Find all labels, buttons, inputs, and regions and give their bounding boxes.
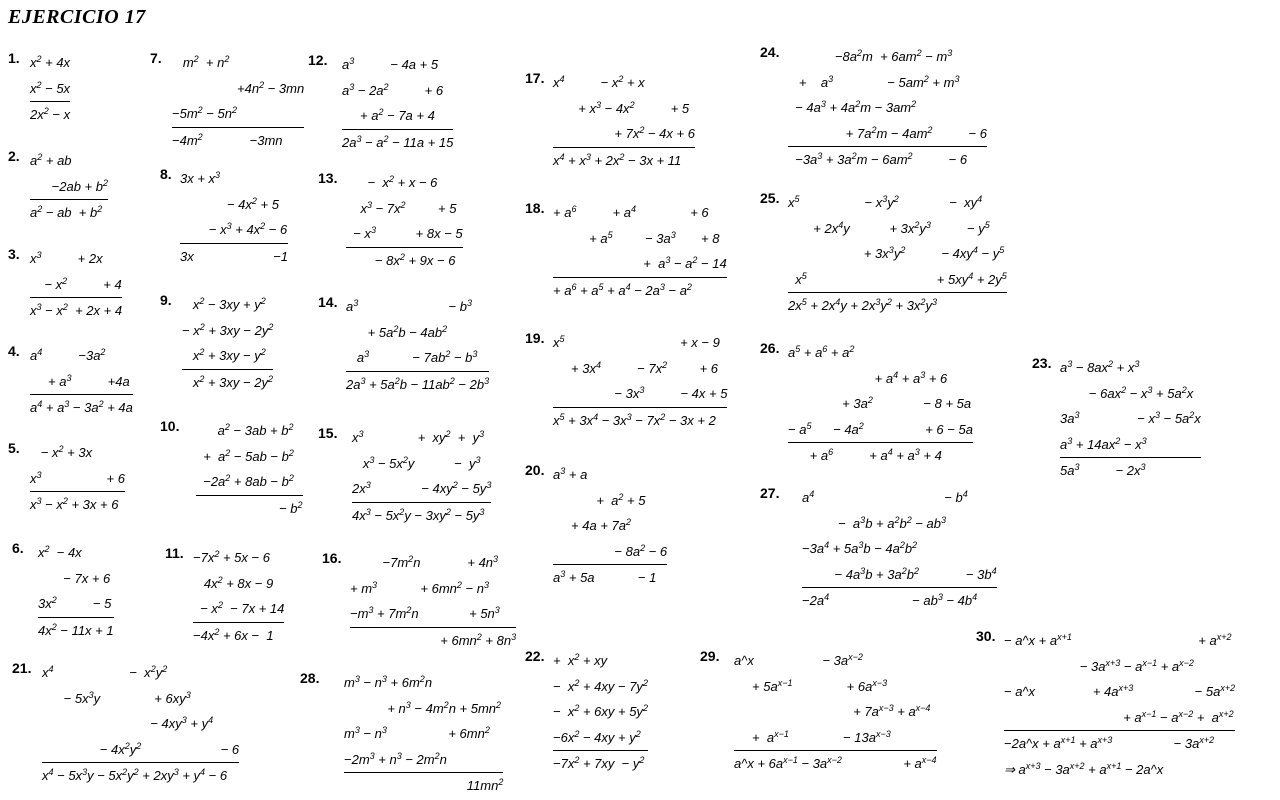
term-line: $-7x^2 + 5x - 6$ — [193, 549, 270, 565]
term-line: $a^4$ $-3a^2$ — [30, 347, 106, 363]
term-line: $+4n^2 - 3mn$ — [172, 79, 305, 96]
exercise-number: 24. — [760, 44, 780, 60]
exercise-number: 4. — [8, 343, 20, 359]
term-line: − $6ax^2 - x^3 + 5a^2x$ — [1060, 384, 1194, 401]
term-line: − $a^3b + a^2b^2 - ab^3$ — [802, 514, 947, 531]
result-line: $-4x^2 + 6x - 1$ — [193, 622, 284, 649]
result-line: −2a^x + $a^{x+1} + a^{x+3}$ − $3a^{x+2}$ — [1004, 730, 1235, 757]
exercise-number: 29. — [700, 648, 720, 664]
result-line: + $a^6$ + $a^4 + a^3 + 4$ — [788, 442, 973, 469]
term-line: − $4xy^3 + y^4$ — [42, 715, 214, 731]
term-line: − $5x^3y$ + $6xy^3$ — [42, 689, 191, 706]
term-line: + $a^3 - a^2 - 14$ — [553, 255, 727, 271]
term-line: − $x^2 + x - 6$ — [346, 174, 438, 190]
term-line: + $2x^4y$ + $3x^2y^3$ − $y^5$ — [788, 219, 990, 236]
term-line: $x^5$ + x − 9 — [553, 334, 720, 350]
result-line: + $6mn^2 + 8n^3$ — [350, 627, 516, 654]
term-line: + $7a^{x-3} + a^{x-4}$ — [734, 703, 931, 719]
term-line: − $x^2 + 3x$ — [30, 444, 93, 460]
term-line: − $x^2 + 6xy + 5y^2$ — [553, 703, 648, 719]
exercise-number: 10. — [160, 418, 180, 434]
term-line: + $a^{x-1}$ − $13a^{x-3}$ — [734, 728, 891, 745]
page-title: EJERCICIO 17 — [8, 6, 146, 28]
term-line: + $4a + 7a^2$ — [553, 517, 632, 533]
exercise-number: 28. — [300, 670, 320, 686]
term-line: − $x^2 - 7x + 14$ — [193, 600, 285, 616]
term-line: $-3a^4 + 5a^3b - 4a^2b^2$ — [802, 540, 918, 556]
exercise-number: 19. — [525, 330, 545, 346]
term-line: − $x^3 + 4x^2 - 6$ — [180, 221, 288, 237]
result-line: + $a^6 + a^5 + a^4 - 2a^3 - a^2$ — [553, 277, 727, 304]
term-line: + $5a^2b - 4ab^2$ — [346, 323, 448, 340]
result-line: $-3a^3 + 3a^2m - 6am^2$ − 6 — [788, 146, 987, 173]
result-line: $x^4 - 5x^3y - 5x^2y^2 + 2xy^3 + y^4 - 6$ — [42, 762, 239, 789]
term-line: $a^3$ − $b^3$ — [346, 298, 472, 314]
term-line: $a^2$ + ab — [30, 152, 72, 168]
term-line: $a^3 + a$ — [553, 466, 588, 482]
term-line: − $4x^2y^2$ − 6 — [42, 740, 240, 757]
term-line: + $5a^{x-1}$ + $6a^{x-3}$ — [734, 677, 888, 694]
term-line: $x^2 + 4x$ — [30, 54, 71, 70]
term-line: + $a^3$ − $5am^2 + m^3$ — [788, 73, 960, 90]
term-line: $-m^3 + 7m^2n$ + $5n^3$ — [350, 605, 500, 621]
result-line: $a^3 + 5a$ − 1 — [553, 564, 667, 591]
exercise-number: 12. — [308, 52, 328, 68]
term-line: + $3x^3y^2$ − $4xy^4 - y^5$ — [788, 245, 1005, 261]
term-line: + $a^5$ − $3a^3$ + 8 — [553, 229, 720, 246]
term-line: $x^5$ + $5xy^4 + 2y^5$ — [788, 270, 1007, 287]
result-line: − $b^2$ — [196, 495, 303, 522]
exercise-number: 9. — [160, 292, 172, 308]
result-line: $x^4 + x^3 + 2x^2 - 3x + 11$ — [553, 147, 695, 174]
term-line: − $x^3$ + 8x − 5 — [346, 225, 463, 241]
term-line: $-7m^2n$ + $4n^3$ — [350, 554, 499, 570]
term-line: $-5m^2 - 5n^2$ — [172, 105, 237, 121]
term-line: $x^3$ + $xy^2 + y^3$ — [352, 429, 485, 445]
exercise-number: 21. — [12, 660, 32, 676]
term-line: $a^3$ − 4a + 5 — [342, 56, 439, 72]
term-line: $x^5$ − $x^3y^2$ − $xy^4$ — [788, 194, 983, 210]
term-line: $m^2 + n^2$ — [172, 54, 230, 70]
term-line: − $8a^2 - 6$ — [553, 542, 668, 559]
exercise-number: 25. — [760, 190, 780, 206]
term-line: $a^3 - 2a^2$ + 6 — [342, 81, 444, 98]
term-line: $3x^2$ − 5 — [38, 595, 112, 611]
term-line: $x^3 - 7x^2$ + 5 — [346, 199, 457, 216]
term-line: − $x^2 + 4xy - 7y^2$ — [553, 677, 648, 694]
term-line: $x^3$ + 2x — [30, 250, 103, 266]
term-line: $-2m^3 + n^3 - 2m^2n$ — [344, 750, 447, 767]
term-line: − $4x^2 + 5$ — [180, 195, 279, 212]
exercise-number: 16. — [322, 550, 342, 566]
term-line: − $3a^{x+3} - a^{x-1} + a^{x-2}$ — [1004, 657, 1194, 674]
exercise-number: 14. — [318, 294, 338, 310]
term-line: $m^3 - n^3 + 6m^2n$ — [344, 674, 433, 690]
term-line: $x^2 - 5x$ — [30, 79, 71, 96]
term-line: $x^2 + 3xy - y^2$ — [182, 347, 266, 363]
result-line: $4x^3 - 5x^2y - 3xy^2 - 5y^3$ — [352, 502, 491, 529]
term-line: $x^2 - 4x$ — [38, 544, 82, 560]
term-line: − $3x^3$ − 4x + 5 — [553, 385, 728, 401]
exercise-number: 18. — [525, 200, 545, 216]
result-line: $11mn^2$ — [344, 772, 503, 799]
exercise-number: 30. — [976, 628, 996, 644]
exercise-number: 13. — [318, 170, 338, 186]
result-line: $2x^2 - x$ — [30, 101, 70, 128]
result-line: $x^5 + 3x^4 - 3x^3 - 7x^2 - 3x + 2$ — [553, 407, 727, 434]
term-line: $a^2 - 3ab + b^2$ — [196, 422, 294, 438]
term-line: + $7x^2 - 4x + 6$ — [553, 125, 695, 141]
term-line: $3a^3$ − $x^3 - 5a^2x$ — [1060, 410, 1201, 426]
term-line: $a^4$ − $b^4$ — [802, 489, 968, 505]
result-line: $4x^2 - 11x + 1$ — [38, 617, 114, 644]
term-line: $m^3 - n^3$ + $6mn^2$ — [344, 725, 490, 741]
term-line: + $x^3 - 4x^2$ + 5 — [553, 99, 690, 116]
result-line: $a^2$ − ab + $b^2$ — [30, 199, 108, 226]
term-line: + $3x^4$ − $7x^2$ + 6 — [553, 359, 719, 376]
term-line: + $m^3$ + $6mn^2 - n^3$ — [350, 579, 489, 596]
exercise-number: 11. — [165, 545, 184, 561]
term-line: + $n^3 - 4m^2n + 5mn^2$ — [344, 699, 502, 716]
term-line: + $a^4 + a^3 + 6$ — [788, 369, 948, 386]
term-line: $3x + x^3$ — [180, 170, 221, 186]
result-line: $-4m^2$ −3mn — [172, 127, 304, 154]
term-line: $x^4$ − $x^2y^2$ — [42, 664, 168, 680]
term-line: + $x^2$ + xy — [553, 652, 608, 668]
exercise-number: 15. — [318, 425, 338, 441]
exercise-number: 8. — [160, 166, 172, 182]
term-line: $a^3$ − $7ab^2 - b^3$ — [346, 349, 478, 365]
exercise-number: 26. — [760, 340, 780, 356]
term-line: − a^x + $4a^{x+3}$ − $5a^{x+2}$ — [1004, 683, 1236, 699]
exercise-number: 27. — [760, 485, 780, 501]
exercise-number: 7. — [150, 50, 162, 66]
exercise-number: 17. — [525, 70, 545, 86]
term-line: − a^x + $a^{x+1}$ + $a^{x+2}$ — [1004, 632, 1232, 648]
result-line: − $8x^2 + 9x - 6$ — [346, 247, 463, 274]
term-line: − 7x + 6 — [38, 570, 111, 586]
result-line: $2a^3 - a^2 - 11a + 15$ — [342, 129, 453, 156]
exercise-number: 1. — [8, 50, 20, 66]
result-line: $x^3 - x^2 + 2x + 4$ — [30, 297, 122, 324]
exercise-number: 20. — [525, 462, 545, 478]
term-line: $a^3 + 14ax^2 - x^3$ — [1060, 435, 1147, 452]
term-line: $-2a^2 + 8ab - b^2$ — [196, 473, 294, 489]
term-line: $4x^2 + 8x - 9$ — [193, 574, 274, 591]
term-line: $-6x^2 - 4xy + y^2$ — [553, 728, 641, 745]
term-line: + $7a^2m - 4am^2$ − 6 — [788, 124, 987, 141]
term-line: $-2ab + b^2$ — [30, 177, 109, 194]
result-line: $-2a^4$ − $ab^3 - 4b^4$ — [802, 587, 997, 614]
term-line: + $a^{x-1} - a^{x-2} + a^{x+2}$ — [1004, 708, 1234, 725]
term-line: + $a^2 + 5$ — [553, 491, 646, 508]
result-line: $-7x^2 + 7xy - y^2$ — [553, 750, 648, 777]
term-line: a^x − $3a^{x-2}$ — [734, 652, 863, 668]
term-line: ⇒ $a^{x+3} - 3a^{x+2} + a^{x+1}$ − 2a^x — [1004, 760, 1164, 777]
result-line: a^x + $6a^{x-1} - 3a^{x-2}$ + $a^{x-4}$ — [734, 750, 937, 777]
term-line: − $4a^3b + 3a^2b^2$ − $3b^4$ — [802, 565, 997, 582]
exercise-number: 6. — [12, 540, 24, 556]
term-line: − $4a^3 + 4a^2m - 3am^2$ — [788, 99, 917, 115]
term-line: $x^3 - 5x^2y$ − $y^3$ — [352, 454, 481, 471]
result-line: $2x^5 + 2x^4y + 2x^3y^2 + 3x^2y^3$ — [788, 292, 1007, 319]
term-line: $x^2 - 3xy + y^2$ — [182, 296, 266, 312]
result-line: $x^2 + 3xy - 2y^2$ — [182, 369, 273, 396]
exercise-number: 5. — [8, 440, 20, 456]
result-line: $a^4 + a^3 - 3a^2 + 4a$ — [30, 394, 133, 421]
term-line: $a^5 + a^6 + a^2$ — [788, 344, 855, 360]
result-line: $x^3 - x^2 + 3x + 6$ — [30, 491, 125, 518]
term-line: + $a^2 - 5ab - b^2$ — [196, 447, 294, 464]
term-line: + $a^3$ +4a — [30, 372, 130, 389]
term-line: − $x^2$ + 4 — [30, 275, 122, 292]
term-line: + $3a^2$ − 8 + 5a — [788, 395, 972, 411]
term-line: − $x^2 + 3xy - 2y^2$ — [182, 321, 274, 338]
term-line: − $a^5$ − $4a^2$ + 6 − 5a — [788, 420, 973, 437]
term-line: $-8a^2m + 6am^2 - m^3$ — [788, 48, 953, 64]
exercise-number: 3. — [8, 246, 20, 262]
term-line: + $a^6$ + $a^4$ + 6 — [553, 204, 709, 220]
term-line: $a^3 - 8ax^2 + x^3$ — [1060, 359, 1140, 375]
exercise-number: 22. — [525, 648, 545, 664]
result-line: $2a^3 + 5a^2b - 11ab^2 - 2b^3$ — [346, 371, 489, 398]
term-line: $x^4$ − $x^2 + x$ — [553, 74, 645, 90]
term-line: $2x^3$ − $4xy^2 - 5y^3$ — [352, 480, 492, 496]
result-line: $5a^3$ − $2x^3$ — [1060, 457, 1201, 484]
result-line: 3x −1 — [180, 243, 288, 270]
term-line: $x^3$ + 6 — [30, 469, 125, 486]
term-line: + $a^2 - 7a + 4$ — [342, 107, 435, 123]
exercise-number: 23. — [1032, 355, 1052, 371]
exercise-number: 2. — [8, 148, 20, 164]
